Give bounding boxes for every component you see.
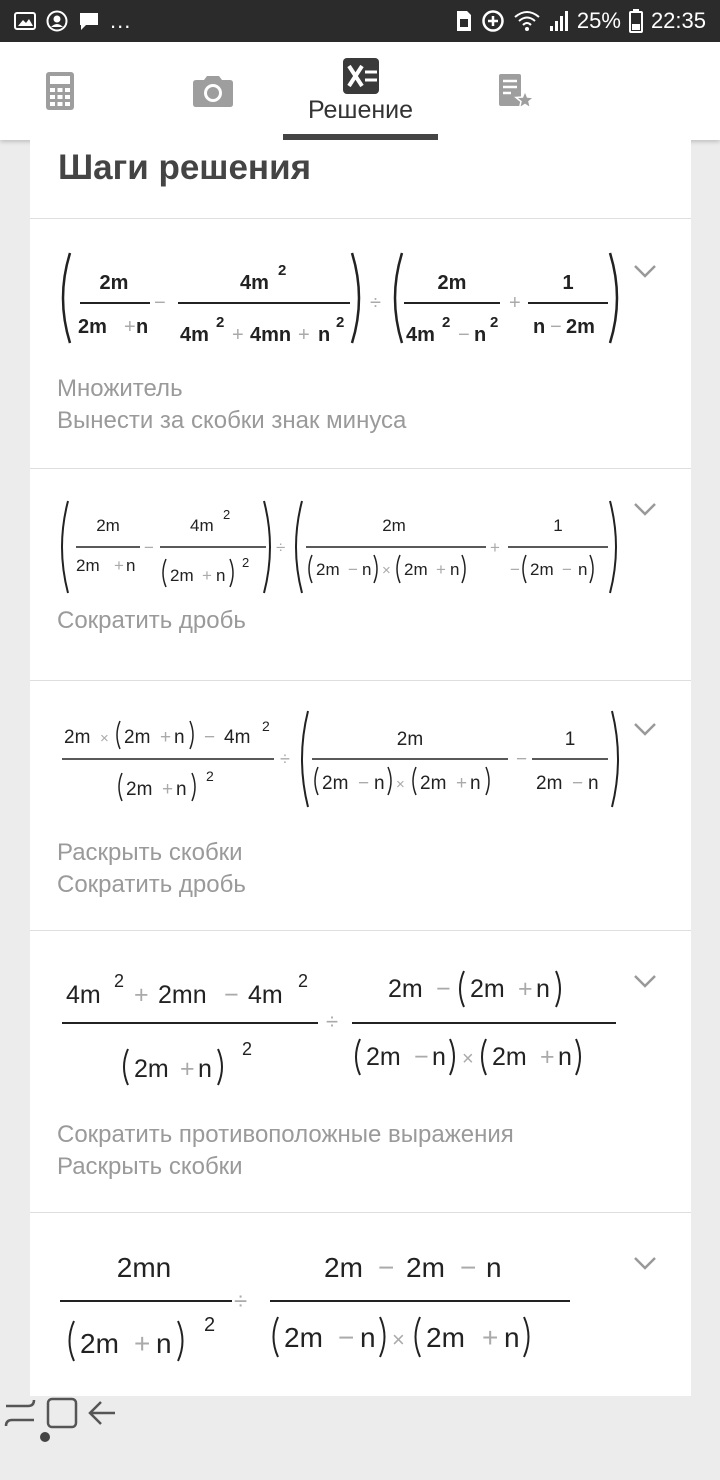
- math-token: 2: [242, 555, 250, 570]
- math-token: −: [358, 773, 370, 794]
- math-token: n: [374, 773, 385, 794]
- recent-apps-icon[interactable]: [0, 1396, 40, 1430]
- step-3-hint-1: Раскрыть скобки: [57, 839, 243, 866]
- math-token: 2m: [426, 1322, 465, 1353]
- math-token: 4mn: [250, 324, 292, 346]
- math-token: 2mn: [116, 1252, 172, 1283]
- math-token: 2m: [530, 560, 554, 579]
- math-token: 4m: [248, 981, 283, 1009]
- math-token: n: [318, 324, 331, 346]
- math-token: n: [533, 316, 546, 338]
- math-token: 4m: [66, 981, 101, 1009]
- math-token: 2: [242, 1039, 253, 1059]
- tab-calculator[interactable]: [30, 42, 90, 140]
- math-token: 2: [206, 768, 214, 784]
- math-token: 2m: [99, 272, 129, 294]
- math-token: +: [134, 981, 149, 1009]
- math-token: n: [156, 1328, 172, 1359]
- step-5-expression: [30, 1213, 691, 1396]
- back-icon[interactable]: [85, 1396, 121, 1430]
- math-token: +: [162, 779, 174, 800]
- math-token: +: [298, 324, 310, 346]
- math-token: 2: [114, 971, 125, 991]
- math-token: ÷: [276, 538, 286, 557]
- math-token: −: [562, 560, 572, 579]
- chevron-down-icon[interactable]: [630, 1253, 660, 1273]
- math-token: ÷: [326, 1009, 339, 1034]
- math-token: +: [436, 560, 446, 579]
- math-token: +: [114, 556, 124, 575]
- math-token: 2: [223, 507, 231, 522]
- account-icon: [46, 10, 68, 32]
- math-token: −: [338, 1322, 355, 1353]
- math-token: 2m: [396, 729, 424, 750]
- math-token: +: [134, 1328, 151, 1359]
- tab-favorites[interactable]: [485, 42, 545, 140]
- signal-icon: [549, 10, 569, 32]
- math-token: +: [160, 727, 172, 748]
- status-bar-left: [14, 8, 131, 34]
- math-token: n: [432, 1043, 446, 1071]
- solution-icon: [343, 58, 379, 94]
- math-token: −: [378, 1252, 395, 1283]
- step-3-expression: [30, 681, 691, 821]
- math-token: ×: [392, 1327, 405, 1352]
- math-token: 2m: [536, 773, 563, 794]
- math-token: +: [232, 324, 244, 346]
- gallery-icon: [14, 11, 36, 31]
- math-token: 2m: [470, 975, 505, 1003]
- math-token: 2: [442, 314, 451, 331]
- math-token: 2m: [420, 773, 447, 794]
- math-token: 2m: [404, 560, 428, 579]
- math-token: −: [510, 560, 520, 579]
- math-token: ÷: [370, 292, 381, 314]
- math-token: 2m: [492, 1043, 527, 1071]
- math-token: ×: [396, 776, 405, 793]
- battery-icon: [629, 9, 643, 33]
- math-token: n: [198, 1055, 212, 1083]
- math-token: 4m: [224, 727, 251, 748]
- math-token: n: [588, 773, 599, 794]
- math-token: 2m: [382, 516, 406, 535]
- math-token: n: [470, 773, 481, 794]
- step-2-expression: [30, 469, 691, 609]
- system-navigation-bar: [0, 1396, 720, 1480]
- math-token: n: [174, 727, 185, 748]
- data-saver-icon: [481, 9, 505, 33]
- math-token: +: [540, 1043, 555, 1071]
- math-token: ×: [100, 730, 109, 747]
- math-token: −: [144, 538, 154, 557]
- favorites-icon: [495, 71, 535, 111]
- nav-dot-indicator: [40, 1432, 50, 1442]
- math-token: −: [436, 975, 451, 1003]
- step-1-expression: [30, 219, 691, 369]
- math-token: −: [458, 324, 470, 346]
- math-token: n: [176, 779, 187, 800]
- math-token: 1: [564, 729, 576, 750]
- math-token: n: [216, 566, 226, 585]
- chevron-down-icon[interactable]: [630, 499, 660, 519]
- math-token: n: [536, 975, 550, 1003]
- math-token: 4m: [240, 272, 269, 294]
- math-token: n: [578, 560, 588, 579]
- battery-percent: 25%: [576, 8, 621, 33]
- math-token: n: [126, 556, 136, 575]
- math-token: ×: [462, 1048, 474, 1070]
- math-token: 4m: [180, 324, 209, 346]
- step-4-hint-2: Раскрыть скобки: [57, 1153, 243, 1180]
- math-token: 2: [298, 971, 309, 991]
- step-2-hint-1: Сократить дробь: [57, 607, 246, 634]
- math-token: 2m: [322, 773, 349, 794]
- math-token: −: [224, 981, 239, 1009]
- math-token: 2m: [80, 1328, 119, 1359]
- math-token: 2: [216, 314, 225, 331]
- math-token: +: [202, 566, 212, 585]
- math-token: +: [509, 292, 521, 314]
- chevron-down-icon[interactable]: [630, 719, 660, 739]
- math-token: 2: [490, 314, 499, 331]
- math-token: 2m: [366, 1043, 401, 1071]
- math-token: 2m: [64, 727, 91, 748]
- math-token: 4m: [190, 516, 214, 535]
- math-token: 2: [336, 314, 345, 331]
- math-token: −: [348, 560, 358, 579]
- math-token: −: [460, 1252, 477, 1283]
- status-bar: [0, 0, 720, 42]
- status-bar-right: [455, 8, 706, 34]
- math-token: 2m: [170, 566, 194, 585]
- math-token: ÷: [234, 1288, 248, 1315]
- math-token: 2m: [126, 779, 153, 800]
- math-token: 1: [553, 516, 563, 535]
- math-token: ÷: [280, 749, 290, 769]
- steps-title: Шаги решения: [58, 148, 312, 187]
- step-card-2[interactable]: [30, 468, 691, 680]
- home-icon[interactable]: [44, 1396, 80, 1430]
- math-token: n: [504, 1322, 520, 1353]
- step-card-3[interactable]: [30, 680, 691, 930]
- message-icon: [78, 10, 100, 32]
- step-1-hint-2: Вынести за скобки знак минуса: [57, 407, 407, 434]
- tab-camera[interactable]: [183, 42, 243, 140]
- math-token: −: [550, 316, 562, 338]
- tab-solution[interactable]: [283, 42, 438, 140]
- math-token: n: [136, 316, 149, 338]
- math-token: 2: [262, 718, 270, 734]
- math-token: +: [124, 316, 136, 338]
- math-token: 2m: [437, 272, 467, 294]
- math-token: 2m: [284, 1322, 323, 1353]
- math-token: +: [482, 1322, 499, 1353]
- math-token: n: [558, 1043, 572, 1071]
- math-token: 2mn: [158, 981, 207, 1009]
- math-token: 4m: [406, 324, 435, 346]
- sim-icon: [455, 10, 473, 32]
- math-token: 2m: [78, 316, 107, 338]
- step-card-4[interactable]: [30, 930, 691, 1212]
- math-token: −: [516, 749, 528, 770]
- step-3-hint-2: Сократить дробь: [57, 871, 246, 898]
- calculator-icon: [45, 71, 75, 111]
- math-token: 2m: [406, 1252, 445, 1283]
- math-token: 2m: [76, 556, 100, 575]
- math-token: +: [456, 773, 468, 794]
- more-notifications: ...: [110, 8, 132, 33]
- clock: 22:35: [650, 8, 706, 33]
- camera-icon: [192, 74, 234, 108]
- math-token: n: [474, 324, 487, 346]
- math-token: 2m: [96, 516, 120, 535]
- math-token: −: [572, 773, 584, 794]
- step-4-hint-1: Сократить противоположные выражения: [57, 1121, 514, 1148]
- solution-steps-panel: [30, 140, 691, 1396]
- top-toolbar: [0, 42, 720, 140]
- math-token: n: [362, 560, 372, 579]
- math-token: −: [414, 1043, 429, 1071]
- math-token: 2m: [316, 560, 340, 579]
- math-token: 2: [278, 262, 287, 279]
- tab-solution-label: Решение: [307, 95, 414, 124]
- step-1-hint-1: Множитель: [57, 375, 183, 402]
- math-token: 2: [204, 1314, 216, 1336]
- step-card-5[interactable]: [30, 1212, 691, 1396]
- math-token: 2m: [388, 975, 423, 1003]
- math-token: n: [486, 1252, 502, 1283]
- math-token: 2m: [324, 1252, 363, 1283]
- math-token: 2m: [124, 727, 151, 748]
- wifi-icon: [513, 10, 541, 32]
- math-token: ×: [382, 562, 391, 579]
- math-token: −: [154, 292, 166, 314]
- math-token: +: [490, 538, 500, 557]
- step-4-expression: [30, 931, 691, 1101]
- math-token: 2m: [134, 1055, 169, 1083]
- step-card-1[interactable]: [30, 218, 691, 468]
- math-token: n: [450, 560, 460, 579]
- math-token: −: [204, 727, 216, 748]
- math-token: n: [360, 1322, 376, 1353]
- math-token: +: [518, 975, 533, 1003]
- chevron-down-icon[interactable]: [630, 261, 660, 281]
- chevron-down-icon[interactable]: [630, 971, 660, 991]
- math-token: +: [180, 1055, 195, 1083]
- math-token: 1: [562, 272, 574, 294]
- math-token: 2m: [566, 316, 595, 338]
